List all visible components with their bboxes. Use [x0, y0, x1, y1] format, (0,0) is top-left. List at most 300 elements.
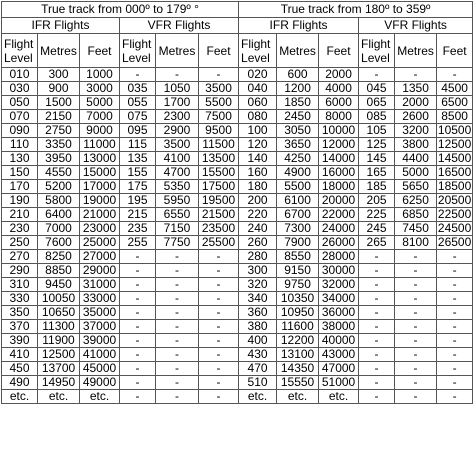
track-west-header: True track from 180º to 359º — [239, 2, 473, 18]
table-cell: 18000 — [319, 180, 359, 194]
table-row — [2, 376, 473, 390]
table-cell: 1200 — [277, 82, 319, 96]
table-cell: - — [437, 306, 473, 320]
table-cell: - — [120, 68, 156, 82]
table-cell: 22500 — [437, 207, 472, 221]
ifr-west-header: IFR Flights — [239, 18, 359, 34]
table-cell: - — [199, 306, 239, 320]
table-cell: - — [359, 320, 395, 334]
vfr-west-header: VFR Flights — [359, 18, 473, 34]
table-cell: 140 — [239, 152, 277, 166]
table-cell: 2300 — [156, 110, 199, 124]
table-row — [2, 166, 473, 180]
table-cell: 250 — [2, 236, 38, 250]
table-cell: 17500 — [199, 180, 239, 194]
table-cell: 4400 — [395, 152, 437, 166]
table-cell: 065 — [359, 96, 395, 110]
table-cell: etc. — [38, 390, 80, 404]
table-cell: 7450 — [395, 222, 437, 236]
table-cell: 5950 — [156, 194, 199, 208]
table-cell: 2450 — [277, 110, 319, 124]
table-cell: 32000 — [319, 278, 359, 292]
table-cell: 3200 — [395, 124, 437, 138]
table-cell: - — [437, 376, 473, 390]
table-cell: - — [437, 264, 473, 278]
table-cell: 5500 — [199, 96, 239, 110]
table-body — [2, 68, 473, 404]
table-cell: 490 — [2, 376, 38, 390]
table-cell: 400 — [239, 334, 277, 348]
table-cell: - — [359, 68, 395, 82]
table-cell: 24500 — [437, 221, 472, 235]
table-cell: - — [199, 68, 239, 82]
table-cell: 085 — [359, 110, 395, 124]
table-cell: 2000 — [319, 68, 359, 82]
table-cell: 175 — [120, 180, 156, 194]
table-cell: - — [395, 334, 437, 348]
table-cell: - — [120, 306, 156, 320]
table-cell: 15550 — [277, 376, 319, 390]
table-cell: etc. — [80, 390, 120, 404]
table-cell: 11500 — [199, 138, 239, 152]
table-cell: 470 — [239, 362, 277, 376]
table-cell: 14500 — [437, 151, 472, 165]
table-row — [2, 236, 473, 250]
table-cell: 1350 — [395, 82, 437, 96]
table-row — [2, 180, 473, 194]
col-header-metres: Metres — [395, 34, 437, 68]
table-row — [2, 250, 473, 264]
table-cell: 450 — [2, 362, 38, 376]
table-cell: 6250 — [395, 194, 437, 208]
table-cell: 10000 — [319, 124, 359, 138]
table-cell: - — [395, 306, 437, 320]
table-cell: 6550 — [156, 208, 199, 222]
table-cell: 7500 — [199, 110, 239, 124]
table-cell: 40000 — [319, 334, 359, 348]
table-row — [2, 292, 473, 306]
table-cell: - — [199, 334, 239, 348]
table-cell: 310 — [2, 278, 38, 292]
table-cell: 035 — [120, 82, 156, 96]
table-cell: - — [395, 376, 437, 390]
table-row — [2, 68, 473, 82]
table-cell: - — [120, 334, 156, 348]
table-cell: 010 — [2, 68, 38, 82]
table-cell: 8550 — [277, 250, 319, 264]
table-cell: - — [199, 348, 239, 362]
table-cell: 150 — [2, 166, 38, 180]
table-cell: - — [395, 264, 437, 278]
table-cell: 100 — [239, 124, 277, 138]
table-cell: 25000 — [80, 236, 120, 250]
table-cell: 14350 — [277, 362, 319, 376]
table-cell: 2900 — [156, 124, 199, 138]
table-row — [2, 278, 473, 292]
table-cell: - — [156, 250, 199, 264]
table-cell: 31000 — [80, 278, 120, 292]
table-cell: 33000 — [80, 292, 120, 306]
table-row — [2, 194, 473, 208]
table-cell: 180 — [239, 180, 277, 194]
table-cell: 12500 — [437, 137, 472, 151]
col-header-flight-level: Flight Level — [239, 34, 277, 68]
table-cell: 1050 — [156, 82, 199, 96]
table-cell: 26000 — [319, 236, 359, 250]
col-header-feet: Feet — [80, 34, 120, 68]
table-cell: 49000 — [80, 376, 120, 390]
table-cell: 370 — [2, 320, 38, 334]
table-cell: 13000 — [80, 152, 120, 166]
table-cell: 10500 — [437, 123, 472, 137]
table-cell: 7150 — [156, 222, 199, 236]
table-cell: 290 — [2, 264, 38, 278]
table-cell: 3500 — [199, 82, 239, 96]
table-cell: 7000 — [80, 110, 120, 124]
table-cell: 070 — [2, 110, 38, 124]
table-cell: 230 — [2, 222, 38, 236]
table-cell: - — [395, 348, 437, 362]
table-cell: 18500 — [437, 179, 472, 193]
table-cell: etc. — [277, 390, 319, 404]
table-cell: - — [437, 68, 473, 82]
table-cell: - — [120, 376, 156, 390]
table-cell: 43000 — [319, 348, 359, 362]
table-cell: 135 — [120, 152, 156, 166]
table-cell: - — [120, 250, 156, 264]
table-cell: 280 — [239, 250, 277, 264]
table-cell: - — [199, 292, 239, 306]
table-cell: - — [437, 348, 473, 362]
table-cell: - — [437, 334, 473, 348]
table-cell: 185 — [359, 180, 395, 194]
table-row — [2, 306, 473, 320]
table-cell: - — [156, 68, 199, 82]
table-cell: 15500 — [199, 166, 239, 180]
table-cell: 200 — [239, 194, 277, 208]
table-cell: 6400 — [38, 208, 80, 222]
col-header-flight-level: Flight Level — [120, 34, 156, 68]
table-row — [2, 390, 473, 404]
table-row — [2, 348, 473, 362]
table-cell: - — [395, 292, 437, 306]
table-row — [2, 110, 473, 124]
table-cell: 5800 — [38, 194, 80, 208]
table-cell: 215 — [120, 208, 156, 222]
table-row — [2, 96, 473, 110]
table-cell: 10650 — [38, 306, 80, 320]
table-cell: - — [359, 306, 395, 320]
table-cell: 125 — [359, 138, 395, 152]
table-cell: 23500 — [199, 222, 239, 236]
table-cell: - — [199, 250, 239, 264]
table-cell: 12500 — [38, 348, 80, 362]
table-cell: 240 — [239, 222, 277, 236]
table-cell: 6850 — [395, 208, 437, 222]
table-cell: 4900 — [277, 166, 319, 180]
table-cell: 7600 — [38, 236, 80, 250]
table-cell: - — [359, 390, 395, 404]
table-cell: 20000 — [319, 194, 359, 208]
table-cell: - — [156, 390, 199, 404]
table-cell: 095 — [120, 124, 156, 138]
col-header-metres: Metres — [277, 34, 319, 68]
table-cell: 145 — [359, 152, 395, 166]
table-cell: 9750 — [277, 278, 319, 292]
table-cell: 7000 — [38, 222, 80, 236]
table-cell: - — [199, 320, 239, 334]
table-cell: 5200 — [38, 180, 80, 194]
table-cell: 24000 — [319, 222, 359, 236]
table-cell: 45000 — [80, 362, 120, 376]
table-cell: - — [120, 320, 156, 334]
table-cell: etc. — [319, 390, 359, 404]
table-cell: 3950 — [38, 152, 80, 166]
ifr-east-header: IFR Flights — [2, 18, 120, 34]
table-cell: - — [359, 334, 395, 348]
table-cell: 12000 — [319, 138, 359, 152]
table-cell: 120 — [239, 138, 277, 152]
col-header-flight-level: Flight Level — [359, 34, 395, 68]
table-cell: 030 — [2, 82, 38, 96]
table-cell: - — [395, 68, 437, 82]
table-cell: 8000 — [319, 110, 359, 124]
table-cell: 380 — [239, 320, 277, 334]
table-cell: 2000 — [395, 96, 437, 110]
table-cell: 9000 — [80, 124, 120, 138]
table-cell: 170 — [2, 180, 38, 194]
table-cell: 5000 — [395, 166, 437, 180]
table-cell: - — [156, 334, 199, 348]
table-cell: 41000 — [80, 348, 120, 362]
table-cell: 16500 — [437, 165, 472, 179]
table-cell: - — [156, 292, 199, 306]
table-cell: 13700 — [38, 362, 80, 376]
table-cell: 6700 — [277, 208, 319, 222]
table-row — [2, 320, 473, 334]
table-cell: - — [120, 278, 156, 292]
table-cell: 4550 — [38, 166, 80, 180]
table-cell: 35000 — [80, 306, 120, 320]
table-cell: 390 — [2, 334, 38, 348]
table-cell: 23000 — [80, 222, 120, 236]
table-cell: 15000 — [80, 166, 120, 180]
col-header-flight-level: Flight Level — [2, 34, 38, 68]
table-cell: 255 — [120, 236, 156, 250]
table-cell: 5000 — [80, 96, 120, 110]
table-cell: 900 — [38, 82, 80, 96]
table-cell: 22000 — [319, 208, 359, 222]
table-cell: 045 — [359, 82, 395, 96]
table-cell: - — [359, 264, 395, 278]
table-cell: 360 — [239, 306, 277, 320]
table-cell: - — [359, 348, 395, 362]
col-header-metres: Metres — [156, 34, 199, 68]
table-cell: 115 — [120, 138, 156, 152]
table-cell: 38000 — [319, 320, 359, 334]
table-cell: - — [437, 320, 473, 334]
table-cell: 6000 — [319, 96, 359, 110]
table-cell: 205 — [359, 194, 395, 208]
table-row — [2, 222, 473, 236]
table-cell: 600 — [277, 68, 319, 82]
table-cell: 14000 — [319, 152, 359, 166]
table-cell: - — [437, 292, 473, 306]
table-cell: - — [156, 278, 199, 292]
table-cell: 11300 — [38, 320, 80, 334]
table-cell: 340 — [239, 292, 277, 306]
table-cell: - — [120, 390, 156, 404]
table-cell: 12200 — [277, 334, 319, 348]
table-cell: 165 — [359, 166, 395, 180]
table-cell: 4000 — [319, 82, 359, 96]
table-cell: - — [359, 278, 395, 292]
table-cell: 26500 — [437, 235, 472, 249]
table-cell: 4700 — [156, 166, 199, 180]
table-cell: - — [395, 250, 437, 264]
table-cell: 5650 — [395, 180, 437, 194]
table-cell: - — [359, 362, 395, 376]
table-cell: 39000 — [80, 334, 120, 348]
table-cell: - — [395, 278, 437, 292]
table-cell: 320 — [239, 278, 277, 292]
table-cell: - — [199, 376, 239, 390]
table-cell: - — [437, 250, 473, 264]
table-cell: 6100 — [277, 194, 319, 208]
table-cell: 9150 — [277, 264, 319, 278]
table-cell: 13100 — [277, 348, 319, 362]
table-cell: - — [437, 278, 473, 292]
table-cell: 220 — [239, 208, 277, 222]
table-cell: 9450 — [38, 278, 80, 292]
table-cell: 7750 — [156, 236, 199, 250]
table-cell: 4100 — [156, 152, 199, 166]
table-cell: 25500 — [199, 236, 239, 250]
table-cell: 1500 — [38, 96, 80, 110]
table-cell: 21000 — [80, 208, 120, 222]
table-cell: 34000 — [319, 292, 359, 306]
table-cell: 7300 — [277, 222, 319, 236]
table-cell: - — [156, 320, 199, 334]
table-cell: 30000 — [319, 264, 359, 278]
table-cell: 11600 — [277, 320, 319, 334]
table-cell: 10050 — [38, 292, 80, 306]
table-cell: 265 — [359, 236, 395, 250]
table-cell: 9500 — [199, 124, 239, 138]
table-cell: 210 — [2, 208, 38, 222]
table-row — [2, 362, 473, 376]
col-header-feet: Feet — [199, 34, 239, 68]
col-header-feet: Feet — [319, 34, 359, 68]
table-row — [2, 334, 473, 348]
table-cell: 6500 — [437, 96, 473, 110]
table-cell: 040 — [239, 82, 277, 96]
table-cell: 19500 — [199, 194, 239, 208]
table-cell: 510 — [239, 376, 277, 390]
table-cell: 020 — [239, 68, 277, 82]
table-cell: 155 — [120, 166, 156, 180]
table-cell: 1000 — [80, 68, 120, 82]
table-cell: 8100 — [395, 236, 437, 250]
table-cell: 350 — [2, 306, 38, 320]
table-cell: 37000 — [80, 320, 120, 334]
table-cell: 10950 — [277, 306, 319, 320]
table-cell: 190 — [2, 194, 38, 208]
table-cell: 3650 — [277, 138, 319, 152]
table-cell: 3800 — [395, 138, 437, 152]
table-cell: 28000 — [319, 250, 359, 264]
table-cell: 8250 — [38, 250, 80, 264]
table-cell: 5500 — [277, 180, 319, 194]
table-cell: - — [156, 306, 199, 320]
table-cell: - — [120, 362, 156, 376]
table-cell: 1700 — [156, 96, 199, 110]
table-cell: 300 — [38, 68, 80, 82]
table-cell: - — [120, 264, 156, 278]
table-cell: 055 — [120, 96, 156, 110]
table-cell: - — [437, 362, 473, 376]
table-cell: 080 — [239, 110, 277, 124]
col-header-feet: Feet — [437, 34, 473, 68]
table-cell: 10350 — [277, 292, 319, 306]
table-cell: 105 — [359, 124, 395, 138]
flight-level-table-container — [1, 1, 473, 404]
table-cell: 090 — [2, 124, 38, 138]
table-cell: 300 — [239, 264, 277, 278]
table-cell: - — [199, 278, 239, 292]
table-cell: - — [395, 362, 437, 376]
table-cell: 075 — [120, 110, 156, 124]
table-cell: 51000 — [319, 376, 359, 390]
table-cell: 19000 — [80, 194, 120, 208]
table-cell: - — [120, 348, 156, 362]
table-cell: 060 — [239, 96, 277, 110]
table-cell: 160 — [239, 166, 277, 180]
table-cell: 8500 — [437, 110, 473, 124]
table-cell: 410 — [2, 348, 38, 362]
table-cell: 5350 — [156, 180, 199, 194]
table-cell: - — [359, 250, 395, 264]
table-cell: 050 — [2, 96, 38, 110]
track-east-header: True track from 000º to 179º ° — [2, 2, 239, 18]
table-cell: - — [199, 362, 239, 376]
table-cell: 260 — [239, 236, 277, 250]
table-cell: - — [395, 390, 437, 404]
table-cell: 225 — [359, 208, 395, 222]
table-row — [2, 208, 473, 222]
table-cell: 27000 — [80, 250, 120, 264]
table-cell: 2150 — [38, 110, 80, 124]
table-cell: 130 — [2, 152, 38, 166]
table-cell: 14950 — [38, 376, 80, 390]
table-row — [2, 82, 473, 96]
table-cell: 3350 — [38, 138, 80, 152]
table-row — [2, 124, 473, 138]
table-cell: - — [156, 264, 199, 278]
table-cell: 8850 — [38, 264, 80, 278]
table-cell: 2750 — [38, 124, 80, 138]
table-cell: 11000 — [80, 138, 120, 152]
table-cell: 245 — [359, 222, 395, 236]
table-cell: - — [437, 390, 473, 404]
table-cell: 13500 — [199, 152, 239, 166]
col-header-metres: Metres — [38, 34, 80, 68]
table-cell: 195 — [120, 194, 156, 208]
table-cell: 330 — [2, 292, 38, 306]
table-cell: 20500 — [437, 193, 472, 207]
table-cell: 47000 — [319, 362, 359, 376]
table-cell: - — [156, 348, 199, 362]
